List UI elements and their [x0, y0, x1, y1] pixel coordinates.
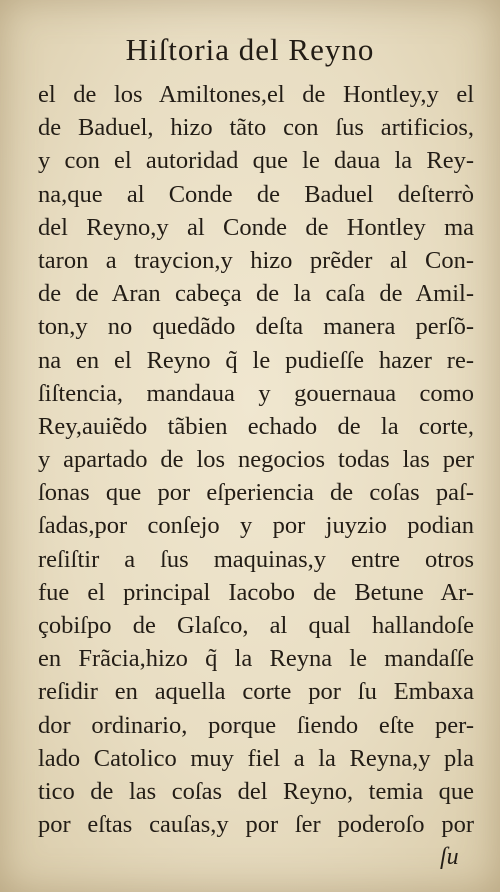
text-line: lado Catolico muy fiel a la Reyna,y pla: [38, 744, 474, 772]
text-line: çobiſpo de Glaſco, al qual hallandoſe: [38, 612, 474, 639]
catchword: ſu: [440, 844, 459, 870]
text-line: reſidir en aquella corte por ſu Embaxa: [38, 678, 474, 706]
body-text: [38, 78, 474, 841]
text-line: de Baduel, hizo tãto con ſus artificios,: [38, 114, 474, 142]
text-line: y apartado de los negocios todas las per: [38, 446, 474, 474]
text-line: en Frãcia,hizo q̃ la Reyna le mandaſſe: [38, 645, 474, 673]
text-line: reſiſtir a ſus maquinas,y entre otros: [38, 545, 474, 573]
text-line: Rey,auiẽdo tãbien echado de la corte,: [38, 412, 474, 440]
text-line: y con el autoridad que le daua la Rey-: [38, 147, 474, 175]
text-line: el de los Amiltones,el de Hontley,y el: [38, 81, 474, 108]
text-line: tico de las coſas del Reyno, temia que: [38, 777, 474, 805]
running-head: Hiſtoria del Reyno: [125, 32, 375, 67]
text-line: taron a traycion,y hizo prẽder al Con-: [38, 246, 474, 274]
text-line: na en el Reyno q̃ le pudieſſe hazer re-: [38, 346, 474, 374]
text-line: ſadas,por conſejo y por juyzio podian: [38, 512, 474, 540]
text-line: na,que al Conde de Baduel deſterrò: [38, 180, 474, 208]
text-line: ſonas que por eſperiencia de coſas paſ-: [38, 479, 474, 507]
text-line: ton,y no quedãdo deſta manera perſõ-: [38, 313, 474, 341]
text-line: por eſtas cauſas,y por ſer poderoſo por: [38, 811, 474, 839]
text-line: fue el principal Iacobo de Betune Ar-: [38, 578, 474, 606]
text-line: del Reyno,y al Conde de Hontley ma: [38, 213, 474, 241]
text-line: de de Aran cabeça de la caſa de Amil-: [38, 280, 474, 308]
text-line: ſiſtencia, mandaua y gouernaua como: [38, 379, 474, 407]
text-line: dor ordinario, porque ſiendo eſte per-: [38, 711, 474, 739]
